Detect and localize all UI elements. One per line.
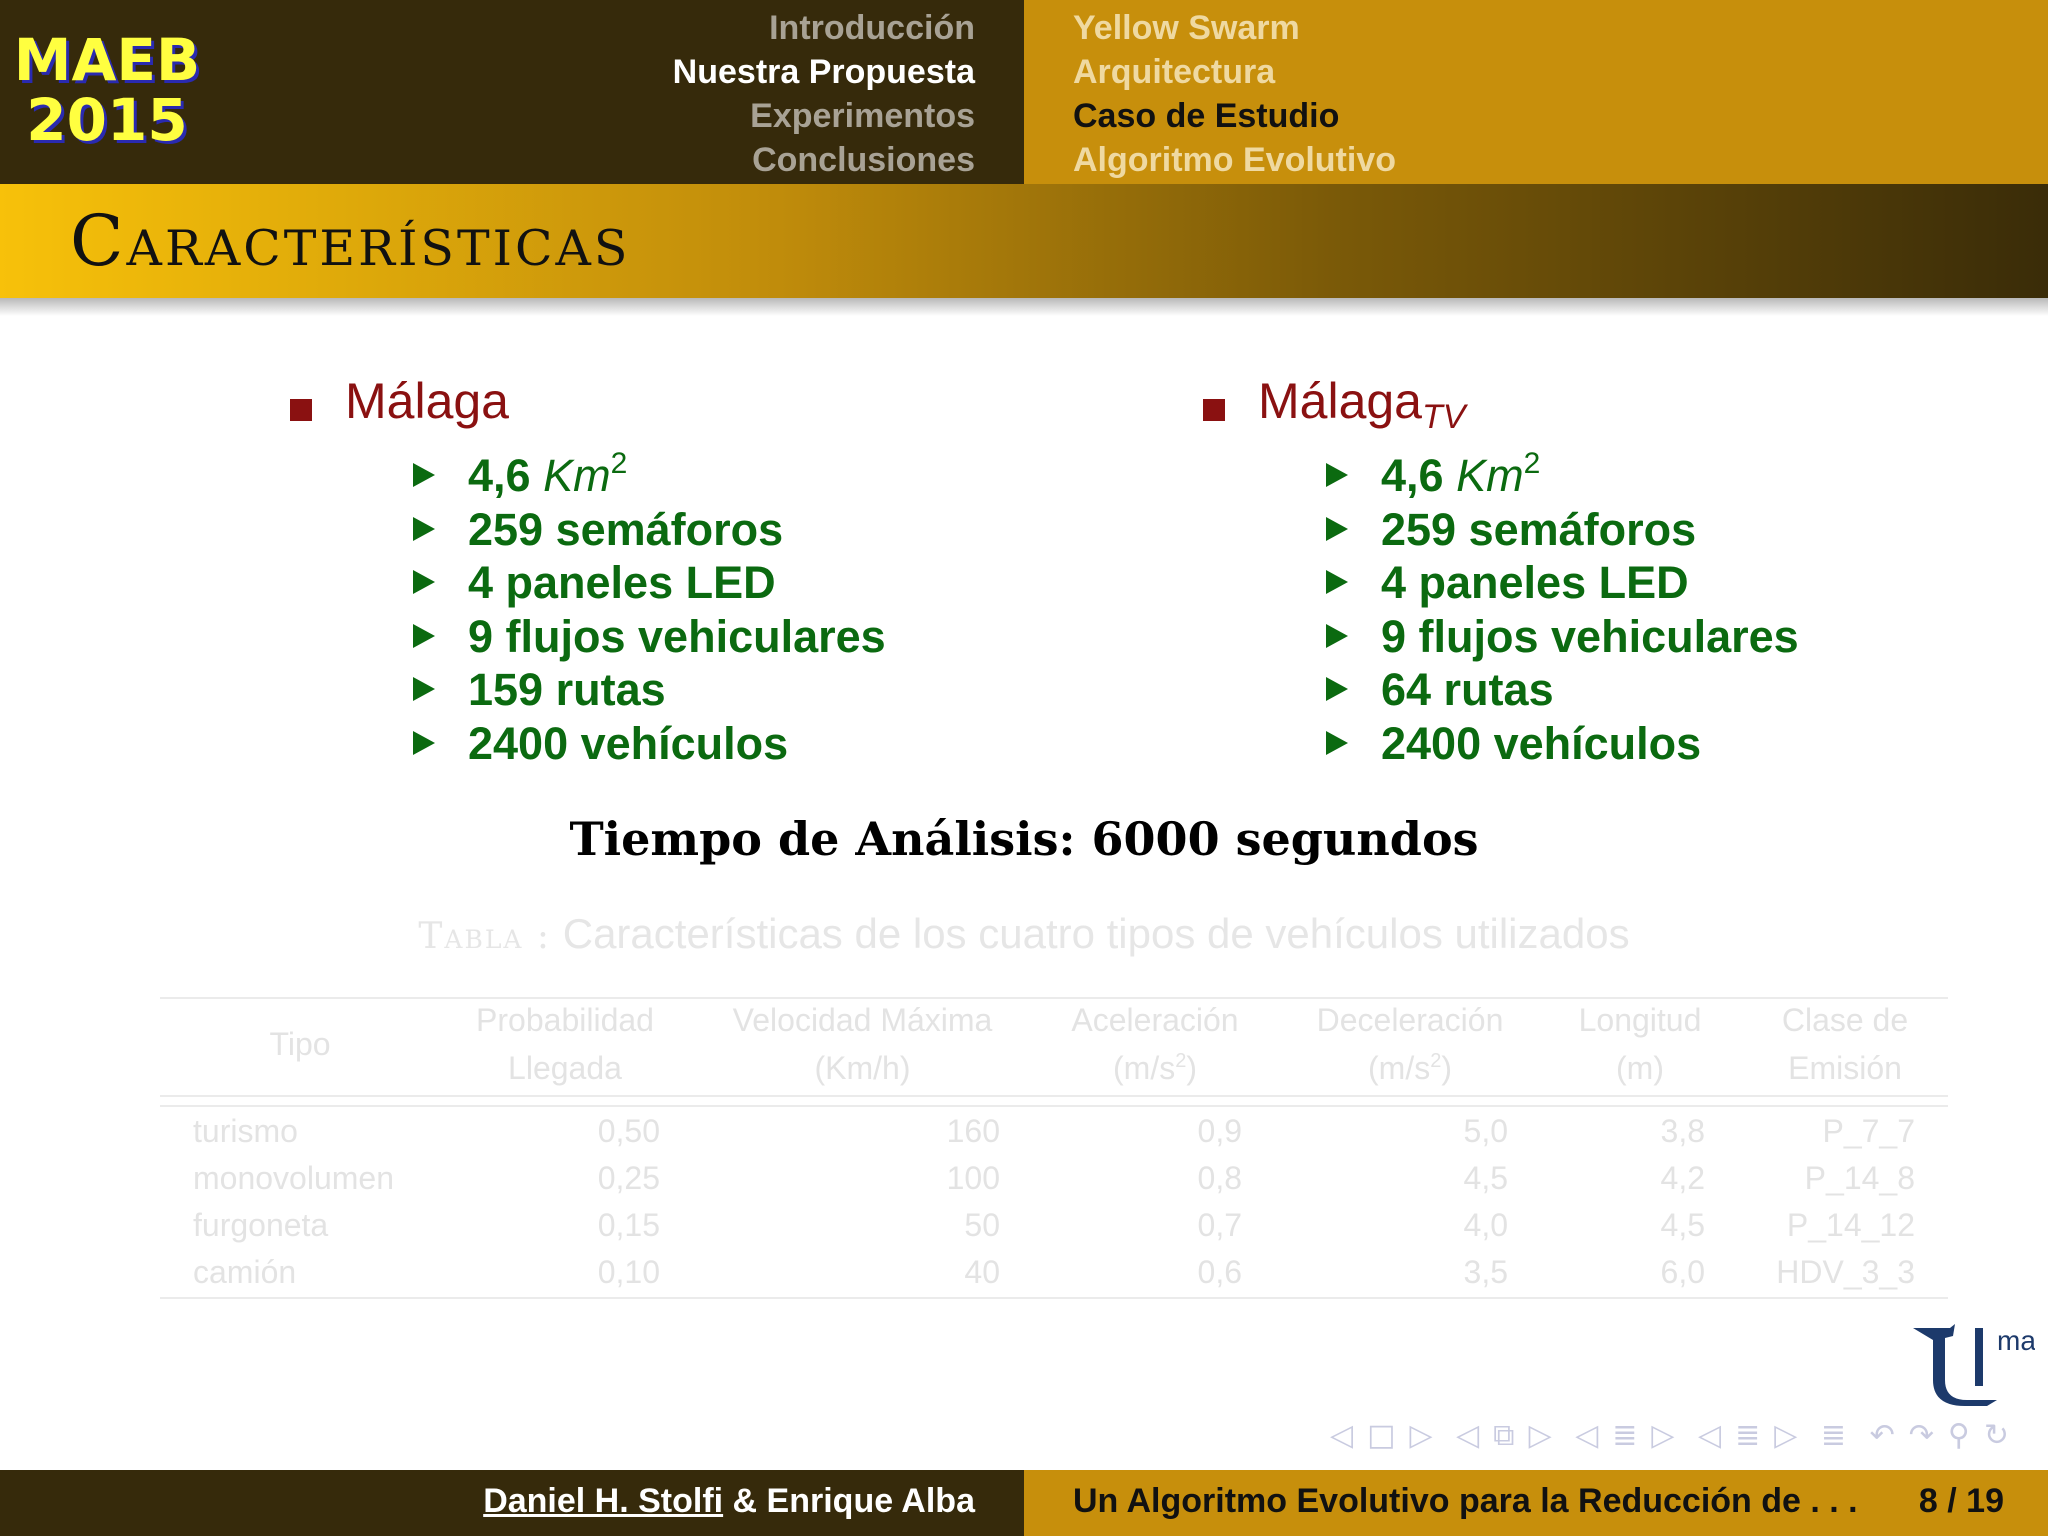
nav-next-section-icon[interactable]: ▷ <box>1651 1418 1675 1453</box>
table-cell: P_14_8 <box>1804 1160 1915 1196</box>
column-heading <box>285 372 985 436</box>
column-heading-subscript: TV <box>1422 398 1466 436</box>
refresh-icon[interactable]: ↻ <box>1983 1418 2009 1453</box>
nav-section-introduccion[interactable]: Introducción <box>769 9 975 47</box>
subsection-icon[interactable]: ⧉ <box>1493 1418 1515 1453</box>
beamer-navigation <box>1330 1418 2023 1453</box>
footer-author-link[interactable]: Daniel H. Stolfi <box>483 1482 724 1520</box>
table-cell: 5,0 <box>1463 1113 1508 1149</box>
table-cell: 4,2 <box>1660 1160 1705 1196</box>
list-item <box>1198 555 1898 609</box>
table-cell: 0,7 <box>1197 1207 1242 1243</box>
triangle-bullet-icon <box>1326 517 1348 541</box>
table-cell-type: camión <box>193 1254 297 1290</box>
title-bar-shadow <box>0 298 2048 316</box>
logo-line-1: MAEB <box>13 26 201 94</box>
triangle-bullet-icon <box>1326 463 1348 487</box>
table-cell-type: monovolumen <box>193 1160 394 1196</box>
area-unit: Km <box>1456 450 1524 501</box>
header-longitud: Longitud <box>1578 1002 1702 1038</box>
back-icon[interactable]: ↶ <box>1869 1418 1895 1453</box>
table-cell: 3,5 <box>1463 1254 1508 1290</box>
square-bullet-icon <box>290 399 312 421</box>
table-cell: 0,9 <box>1197 1113 1242 1149</box>
table-cell: 0,6 <box>1197 1254 1242 1290</box>
header-llegada: Llegada <box>508 1050 622 1086</box>
analysis-time: Tiempo de Análisis: 6000 segundos <box>569 812 1479 866</box>
frame-icon[interactable]: □ <box>1367 1418 1396 1453</box>
footer-title: Un Algoritmo Evolutivo para la Reducción de . . . <box>1073 1482 1858 1520</box>
uma-logo <box>1905 1320 2035 1424</box>
nav-prev-document-icon[interactable]: ◁ <box>1698 1418 1722 1453</box>
column-heading <box>1198 372 1898 436</box>
table-cell: 3,8 <box>1660 1113 1705 1149</box>
table-caption-text: Características de los cuatro tipos de vehículos utilizados <box>562 910 1630 957</box>
triangle-bullet-icon <box>413 570 435 594</box>
acc-unit-b: ) <box>1186 1050 1197 1086</box>
header-aceleracion-unit <box>1050 1044 1260 1092</box>
header-longitud-unit: (m) <box>1616 1050 1664 1086</box>
led-panels: 4 paneles LED <box>1381 557 1689 609</box>
triangle-bullet-icon <box>413 677 435 701</box>
table-cell: 4,5 <box>1463 1160 1508 1196</box>
nav-next-frame-icon[interactable]: ▷ <box>1409 1418 1433 1453</box>
area-exponent: 2 <box>1523 447 1541 480</box>
header-velocidad-unit: (Km/h) <box>814 1050 911 1086</box>
table-cell: 0,15 <box>597 1207 660 1243</box>
table-cell: 160 <box>946 1113 1000 1149</box>
triangle-bullet-icon <box>413 624 435 648</box>
nav-subsection-arquitectura[interactable]: Arquitectura <box>1073 53 1276 91</box>
column-malaga-tv <box>1198 372 1898 770</box>
dec-unit-exp: 2 <box>1430 1050 1442 1072</box>
column-heading-name: Málaga <box>1258 373 1422 429</box>
footer-page-number: 8 / 19 <box>1918 1482 2004 1520</box>
header-emision: Emisión <box>1788 1050 1902 1086</box>
vehicles: 2400 vehículos <box>1381 717 1702 769</box>
list-item <box>1198 502 1898 556</box>
nav-prev-frame-icon[interactable]: ◁ <box>1330 1418 1354 1453</box>
table-cell: 4,0 <box>1463 1207 1508 1243</box>
area-value: 4,6 <box>1381 450 1444 501</box>
nav-prev-section-icon[interactable]: ◁ <box>1575 1418 1599 1453</box>
dec-unit-b: ) <box>1441 1050 1452 1086</box>
column-heading-name: Málaga <box>345 373 509 429</box>
header-deceleracion: Deceleración <box>1316 1002 1504 1038</box>
nav-section-nuestra-propuesta[interactable]: Nuestra Propuesta <box>672 53 975 91</box>
nav-prev-subsection-icon[interactable]: ◁ <box>1456 1418 1480 1453</box>
uma-logo-mark <box>1905 1320 2035 1420</box>
table-cell: P_14_12 <box>1786 1207 1915 1243</box>
nav-subsection-algoritmo-evolutivo[interactable]: Algoritmo Evolutivo <box>1073 141 1396 179</box>
forward-icon[interactable]: ↷ <box>1908 1418 1934 1453</box>
header-probabilidad: Probabilidad <box>476 1002 654 1038</box>
list-item <box>285 502 985 556</box>
acc-unit-exp: 2 <box>1175 1050 1187 1072</box>
square-bullet-icon <box>1203 399 1225 421</box>
table-bottom-rule <box>160 1297 1948 1299</box>
list-item <box>1198 609 1898 663</box>
list-item <box>1198 716 1898 770</box>
appendix-icon[interactable]: ≣ <box>1820 1418 1847 1453</box>
table-caption <box>0 910 2048 958</box>
routes: 159 rutas <box>468 664 666 716</box>
area-value: 4,6 <box>468 450 531 501</box>
feature-list <box>1198 448 1898 770</box>
list-item <box>285 448 985 502</box>
list-item <box>285 555 985 609</box>
table-cell: 0,25 <box>597 1160 660 1196</box>
triangle-bullet-icon <box>413 517 435 541</box>
list-item <box>1198 448 1898 502</box>
triangle-bullet-icon <box>1326 624 1348 648</box>
table-cell-type: furgoneta <box>193 1207 329 1243</box>
nav-next-subsection-icon[interactable]: ▷ <box>1528 1418 1552 1453</box>
header-velocidad: Velocidad Máxima <box>732 1002 993 1038</box>
table-cell: 4,5 <box>1660 1207 1705 1243</box>
nav-section-experimentos[interactable]: Experimentos <box>750 97 975 135</box>
acc-unit-a: (m/s <box>1113 1050 1176 1086</box>
footer-authors <box>275 1482 975 1521</box>
area-unit: Km <box>543 450 611 501</box>
logo-line-2: 2015 <box>26 86 188 154</box>
frame-title: Características <box>70 200 631 282</box>
routes: 64 rutas <box>1381 664 1554 716</box>
section-icon[interactable]: ≣ <box>1612 1418 1638 1453</box>
header-aceleracion: Aceleración <box>1071 1002 1239 1038</box>
uma-logo-text: ma <box>1997 1325 2035 1356</box>
table-cell-type: turismo <box>193 1113 298 1149</box>
triangle-bullet-icon <box>1326 677 1348 701</box>
table-cell: 0,8 <box>1197 1160 1242 1196</box>
header-clase: Clase de <box>1781 1002 1909 1038</box>
maeb-logo <box>12 26 202 154</box>
table-cell: 50 <box>964 1207 1000 1243</box>
header-deceleracion-unit <box>1300 1044 1520 1092</box>
nav-next-document-icon[interactable]: ▷ <box>1774 1418 1798 1453</box>
triangle-bullet-icon <box>413 731 435 755</box>
feature-list <box>285 448 985 770</box>
vehicle-flows: 9 flujos vehiculares <box>468 610 886 662</box>
list-item <box>1198 662 1898 716</box>
vehicle-flows: 9 flujos vehiculares <box>1381 610 1799 662</box>
document-icon[interactable]: ≣ <box>1735 1418 1761 1453</box>
nav-subsection-caso-de-estudio[interactable]: Caso de Estudio <box>1073 97 1340 135</box>
table-cell: 100 <box>946 1160 1000 1196</box>
table-caption-label: Tabla : <box>418 916 552 957</box>
nav-section-conclusiones[interactable]: Conclusiones <box>752 141 975 179</box>
traffic-lights: 259 semáforos <box>468 503 784 555</box>
traffic-lights: 259 semáforos <box>1381 503 1697 555</box>
triangle-bullet-icon <box>1326 570 1348 594</box>
search-icon[interactable]: ⚲ <box>1947 1418 1970 1453</box>
table-cell: 40 <box>964 1254 1000 1290</box>
table-cell: 0,50 <box>597 1113 660 1149</box>
led-panels: 4 paneles LED <box>468 557 776 609</box>
table-cell: 6,0 <box>1660 1254 1705 1290</box>
column-malaga <box>285 372 985 770</box>
list-item <box>285 716 985 770</box>
header-tipo: Tipo <box>269 1026 331 1062</box>
triangle-bullet-icon <box>1326 731 1348 755</box>
list-item <box>285 662 985 716</box>
table-cell: P_7_7 <box>1822 1113 1915 1149</box>
list-item <box>285 609 985 663</box>
area-exponent: 2 <box>610 447 628 480</box>
vehicles: 2400 vehículos <box>468 717 789 769</box>
triangle-bullet-icon <box>413 463 435 487</box>
dec-unit-a: (m/s <box>1368 1050 1431 1086</box>
footer-author-rest: & Enrique Alba <box>723 1482 975 1520</box>
table-header-rule <box>160 1095 1948 1097</box>
nav-subsection-yellow-swarm[interactable]: Yellow Swarm <box>1073 9 1300 47</box>
table-cell: 0,10 <box>597 1254 660 1290</box>
table-cell: HDV_3_3 <box>1776 1254 1915 1290</box>
